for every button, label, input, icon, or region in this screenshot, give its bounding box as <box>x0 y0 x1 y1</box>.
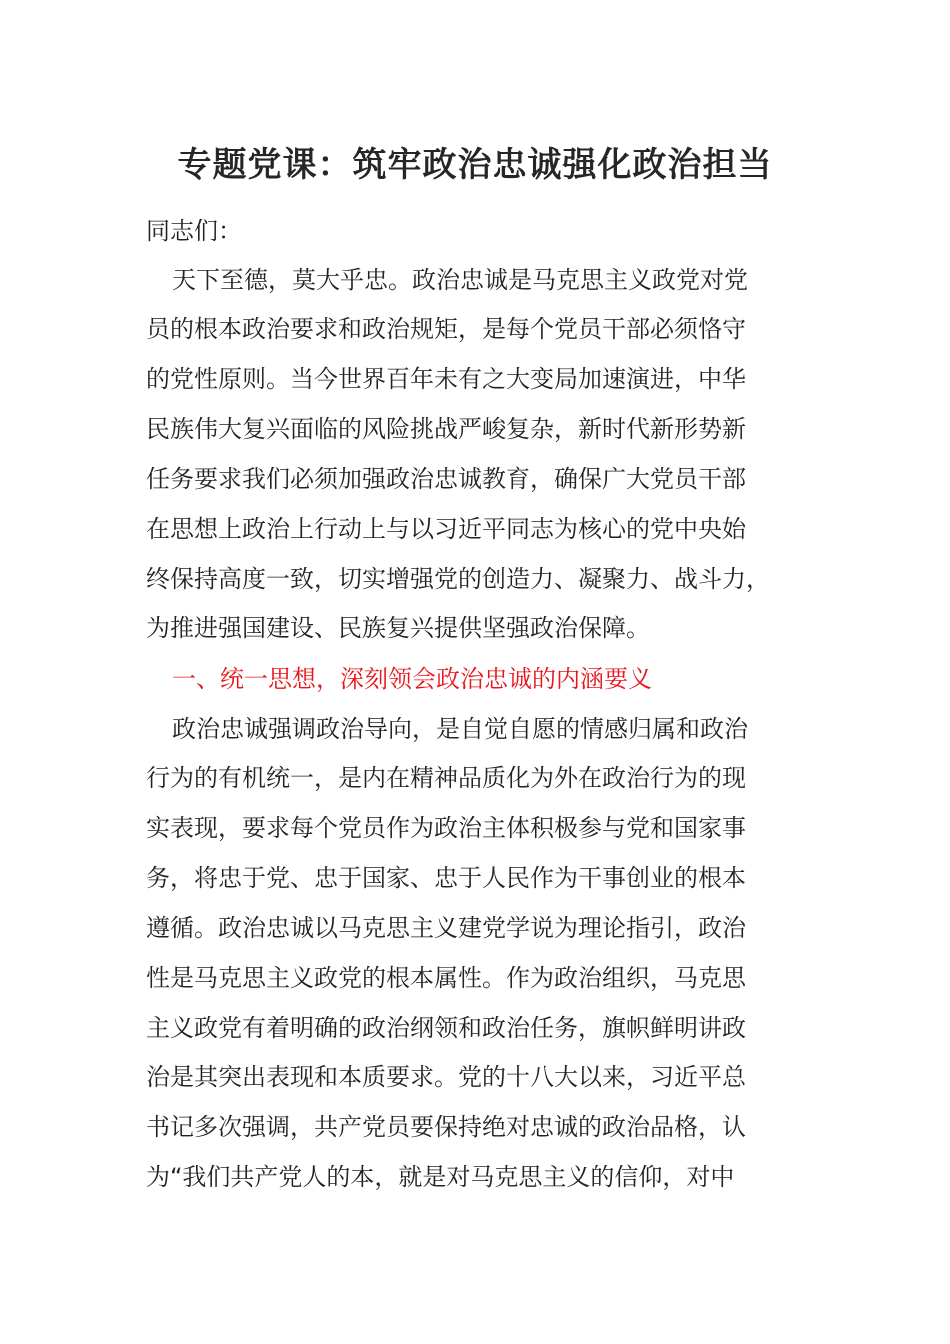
paragraph-line: 遵循。政治忠诚以马克思主义建党学说为理论指引，政治 <box>146 914 746 942</box>
paragraph-line: 行为的有机统一，是内在精神品质化为外在政治行为的现 <box>146 764 746 792</box>
document-title: 专题党课：筑牢政治忠诚强化政治担当 <box>177 145 773 185</box>
paragraph-line: 主义政党有着明确的政治纲领和政治任务，旗帜鲜明讲政 <box>146 1014 746 1042</box>
paragraph-line: 在思想上政治上行动上与以习近平同志为核心的党中央始 <box>146 515 746 543</box>
paragraph-line: 天下至德，莫大乎忠。政治忠诚是马克思主义政党对党 <box>172 266 748 294</box>
paragraph-line: 任务要求我们必须加强政治忠诚教育，确保广大党员干部 <box>146 465 746 493</box>
paragraph-line: 实表现，要求每个党员作为政治主体积极参与党和国家事 <box>146 814 746 842</box>
paragraph-line: 治是其突出表现和本质要求。党的十八大以来，习近平总 <box>146 1063 746 1091</box>
section-heading: 一、统一思想，深刻领会政治忠诚的内涵要义 <box>172 665 652 693</box>
paragraph-line: 为“我们共产党人的本，就是对马克思主义的信仰，对中 <box>146 1163 735 1191</box>
paragraph-line: 终保持高度一致，切实增强党的创造力、凝聚力、战斗力， <box>146 565 770 593</box>
paragraph-line: 政治忠诚强调政治导向，是自觉自愿的情感归属和政治 <box>172 715 748 743</box>
paragraph-line: 书记多次强调，共产党员要保持绝对忠诚的政治品格，认 <box>146 1113 746 1141</box>
paragraph-line: 性是马克思主义政党的根本属性。作为政治组织，马克思 <box>146 964 746 992</box>
paragraph-line: 务，将忠于党、忠于国家、忠于人民作为干事创业的根本 <box>146 864 746 892</box>
paragraph-line: 民族伟大复兴面临的风险挑战严峻复杂，新时代新形势新 <box>146 415 746 443</box>
paragraph-line: 员的根本政治要求和政治规矩，是每个党员干部必须恪守 <box>146 315 746 343</box>
salutation: 同志们： <box>146 217 242 245</box>
paragraph-line: 为推进强国建设、民族复兴提供坚强政治保障。 <box>146 614 650 642</box>
paragraph-line: 的党性原则。当今世界百年未有之大变局加速演进，中华 <box>146 365 746 393</box>
